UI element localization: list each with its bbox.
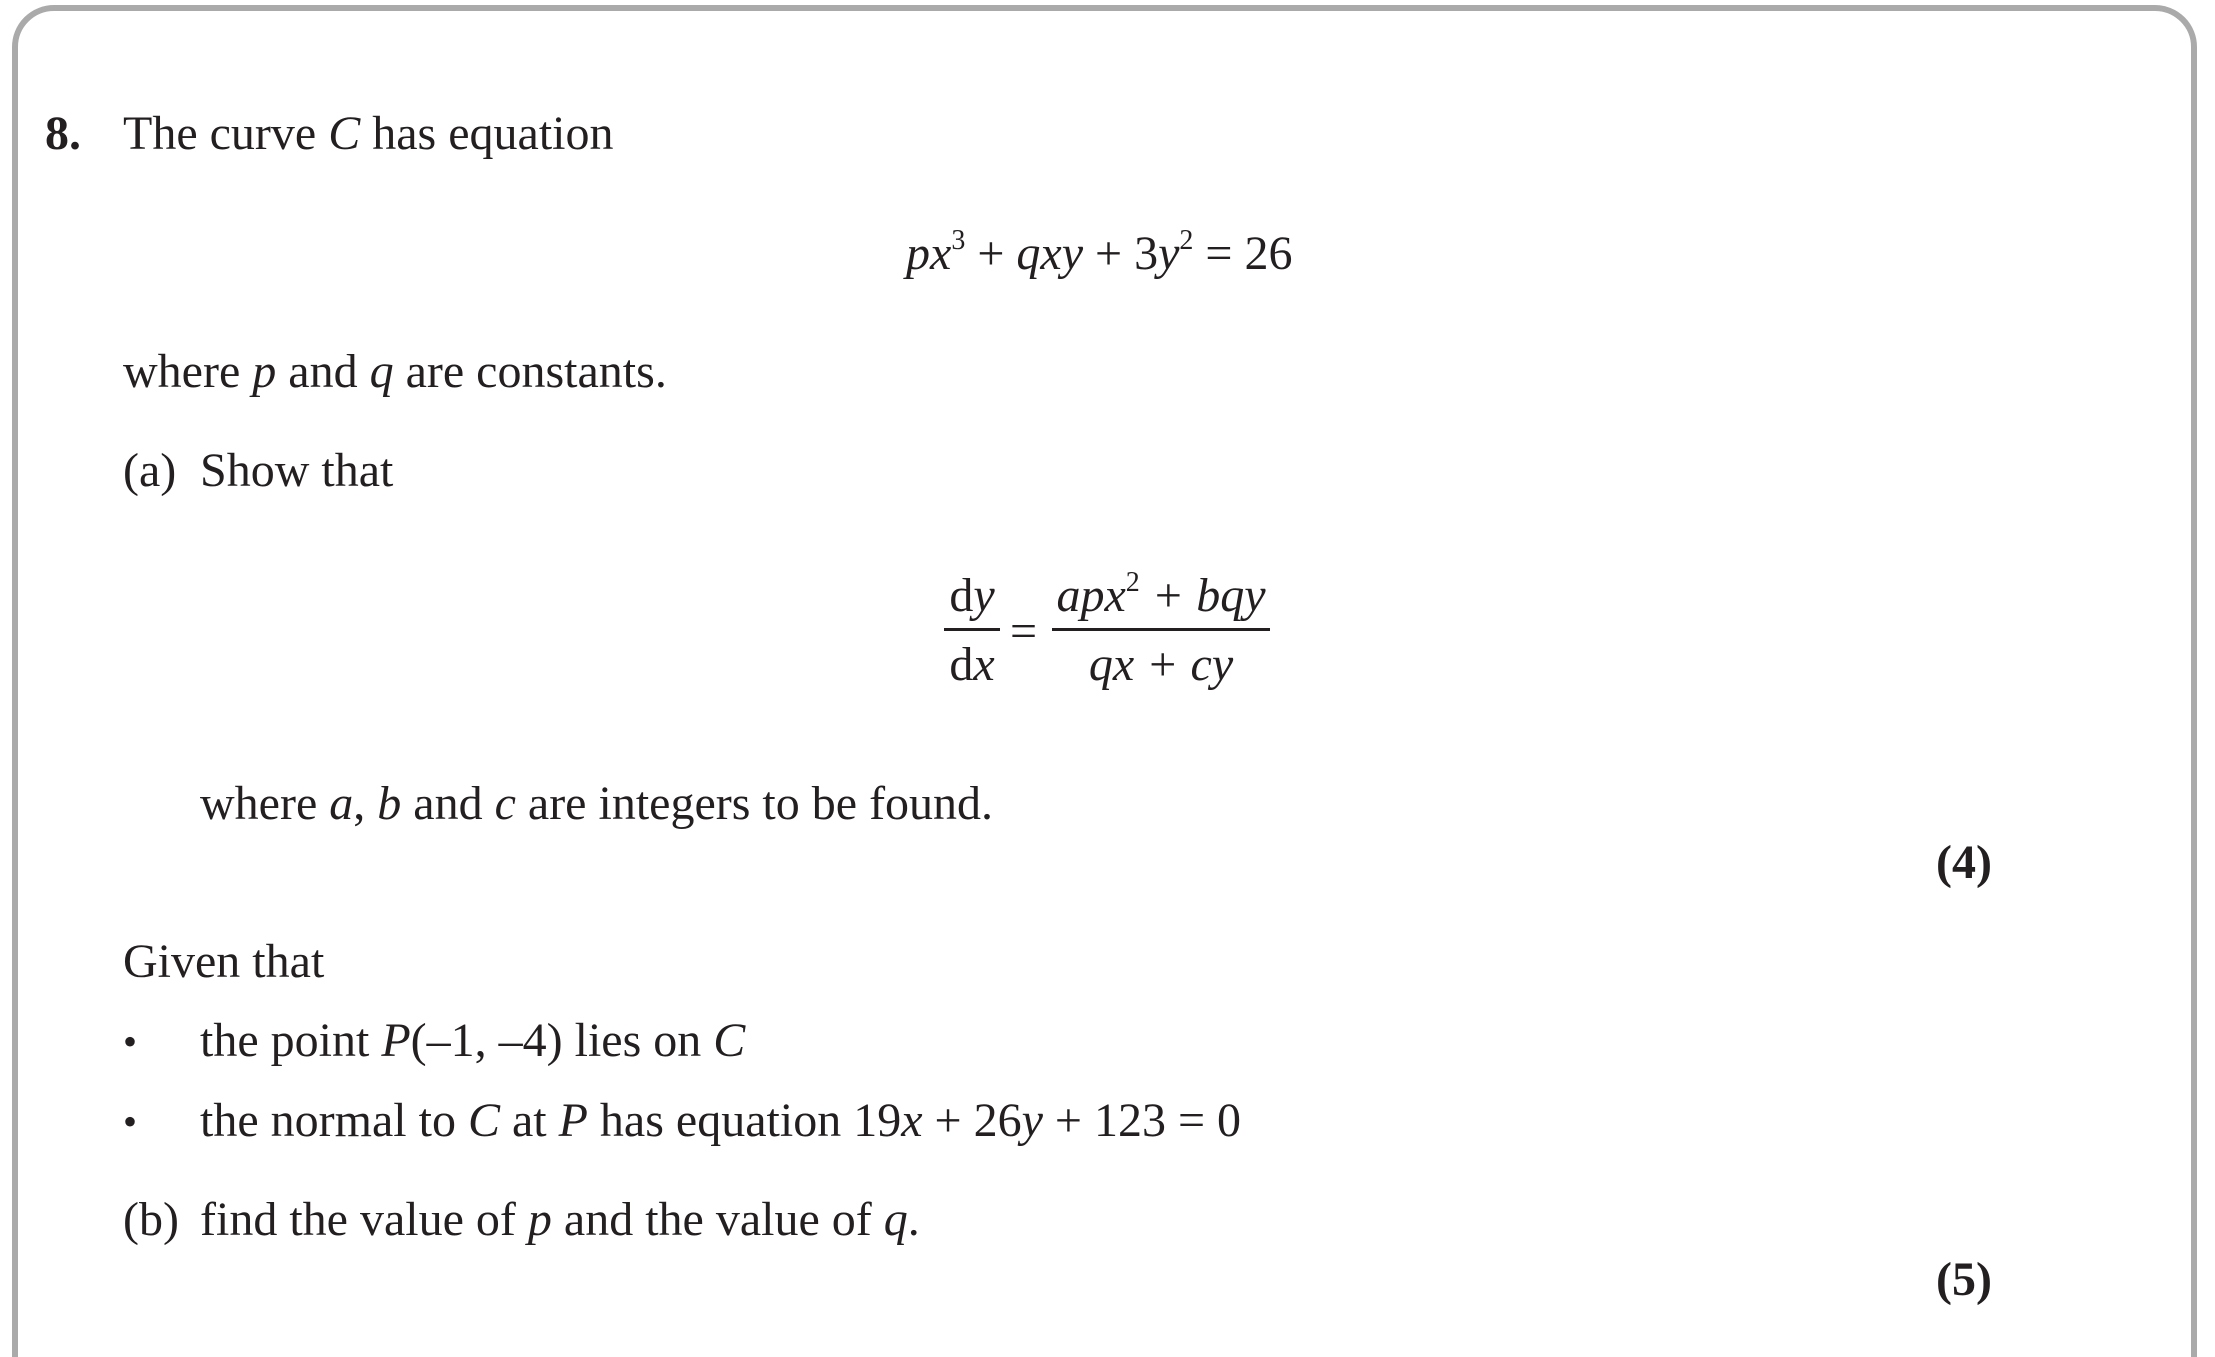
- bullet-normal-equation: the normal to C at P has equation 19x + 26y + 123 = 0: [200, 1094, 1242, 1147]
- part-b-text: find the value of p and the value of q.: [200, 1193, 920, 1246]
- rhs-numerator: apx$^2$ + bqy: [1056, 567, 1266, 622]
- bullet-point-on-curve: the point P(–1, –4) lies on C: [200, 1014, 746, 1067]
- bullet-icon: •: [123, 1019, 138, 1064]
- derivative-equals: =: [1010, 605, 1038, 658]
- constants-statement: where p and q are constants.: [123, 345, 667, 398]
- bullet-icon: •: [123, 1099, 138, 1144]
- part-a-label: (a): [123, 444, 177, 497]
- part-a-text: Show that: [200, 444, 394, 497]
- curve-equation: $px^3$ + qxy + $3y^2 = 26$: [906, 225, 1293, 280]
- given-that: Given that: [123, 935, 325, 988]
- rhs-denominator: qx + cy: [1088, 638, 1234, 691]
- derivative-rhs: [1052, 567, 1270, 691]
- question-number: 8.: [45, 107, 81, 160]
- part-b-label: (b): [123, 1193, 179, 1246]
- integers-statement: where a, b and c are integers to be found.: [200, 777, 994, 830]
- derivative-lhs: [944, 570, 1000, 691]
- fraction-bar: [944, 628, 1000, 631]
- part-b-marks: (5): [1936, 1253, 1992, 1306]
- part-a-marks: (4): [1936, 836, 1992, 889]
- question-intro: The curve C has equation: [123, 107, 614, 160]
- fraction-bar: [1052, 628, 1270, 631]
- dy-numerator: dy: [949, 569, 995, 622]
- dx-denominator: dx: [949, 638, 995, 691]
